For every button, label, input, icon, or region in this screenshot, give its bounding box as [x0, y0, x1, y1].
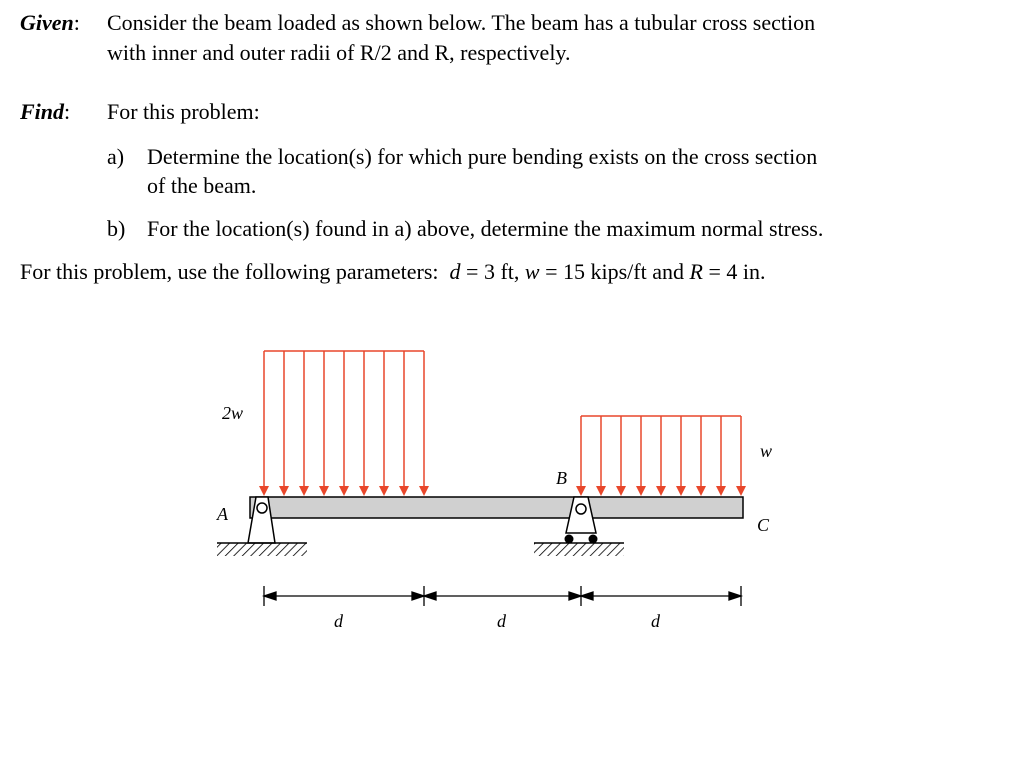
load-w-arrow-head: [736, 486, 746, 496]
dimension-arrow-left: [264, 592, 276, 600]
dim-label-d-1: d: [334, 611, 343, 631]
load-2w-arrow-head: [339, 486, 349, 496]
load-label-w: w: [760, 441, 773, 461]
item-a-line-1: Determine the location(s) for which pure bending exists on the cross section: [147, 144, 818, 169]
point-label-a: A: [217, 504, 228, 524]
load-w-arrow-head: [576, 486, 586, 496]
distributed-load-w: [576, 416, 746, 496]
item-b-marker: b): [107, 216, 126, 241]
param-d-value: = 3 ft,: [460, 259, 525, 284]
param-r-value: = 4 in.: [702, 259, 766, 284]
load-2w-arrow-head: [399, 486, 409, 496]
load-2w-arrow-head: [379, 486, 389, 496]
point-label-c: C: [757, 515, 770, 535]
item-a-line-2: of the beam.: [147, 173, 257, 198]
load-2w-arrow-head: [299, 486, 309, 496]
find-label-text: Find: [20, 99, 65, 124]
load-2w-arrow-head: [259, 486, 269, 496]
load-w-arrow-head: [616, 486, 626, 496]
load-w-arrow-head: [676, 486, 686, 496]
given-line-1: Consider the beam loaded as shown below. The beam has a tubular cross section: [107, 10, 816, 35]
load-w-arrow-head: [636, 486, 646, 496]
dimension-lines: [264, 586, 741, 606]
load-w-arrow-head: [596, 486, 606, 496]
load-label-2w: 2w: [222, 403, 244, 423]
param-d-symbol: d: [449, 259, 461, 284]
param-w-symbol: w: [524, 259, 540, 284]
param-w-value: = 15 kips/ft and: [539, 259, 690, 284]
dimension-arrow-right: [729, 592, 741, 600]
given-line-2: with inner and outer radii of R/2 and R, respectively.: [107, 40, 571, 65]
dimension-arrow-left: [424, 592, 436, 600]
load-w-arrow-head: [716, 486, 726, 496]
load-2w-arrow-head: [319, 486, 329, 496]
load-2w-arrow-head: [419, 486, 429, 496]
load-2w-arrow-head: [279, 486, 289, 496]
distributed-load-2w: [259, 351, 429, 496]
find-intro: For this problem:: [107, 99, 260, 124]
beam: [250, 497, 743, 518]
given-colon: :: [73, 10, 80, 35]
item-a-marker: a): [107, 144, 125, 169]
parameters-prefix: For this problem, use the following parameters:: [20, 259, 439, 284]
load-w-arrow-head: [656, 486, 666, 496]
param-r-symbol: R: [689, 259, 703, 284]
dim-label-d-2: d: [497, 611, 506, 631]
dimension-arrow-left: [581, 592, 593, 600]
dim-label-d-3: d: [651, 611, 660, 631]
load-w-arrow-head: [696, 486, 706, 496]
item-b-line-1: For the location(s) found in a) above, determine the maximum normal stress.: [147, 216, 824, 241]
find-colon: :: [64, 99, 71, 124]
load-2w-arrow-head: [359, 486, 369, 496]
point-label-b: B: [556, 468, 567, 488]
given-label-text: Given: [20, 10, 74, 35]
